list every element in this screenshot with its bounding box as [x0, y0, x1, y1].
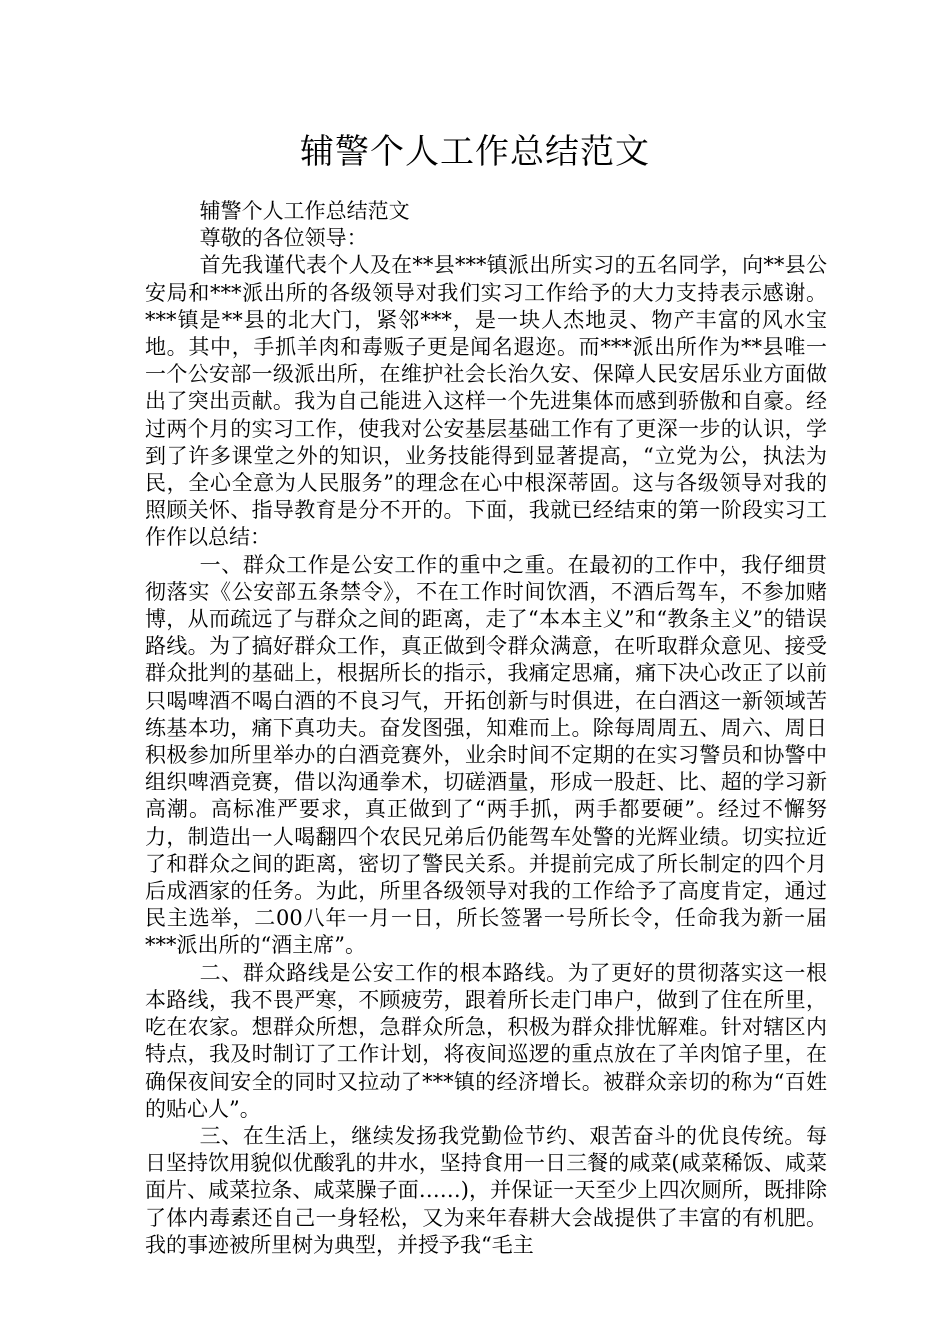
- document-title: 辅警个人工作总结范文: [300, 132, 650, 172]
- body-paragraph-intro: 首先我谨代表个人及在**县***镇派出所实习的五名同学，向**县公安局和***派出所的各级领导对我们实习工作给予的大力支持表示感谢。***镇是**县的北大门，紧邻***，是一块人杰地灵、物产丰富的风水宝地。其中，手抓羊肉和毒贩子更是闻名遐迩。而***派出所作为**县唯一一个公安部一级派出所，在维护社会长治久安、保障人民安居乐业方面做出了突出贡献。我为自己能进入这样一个先进集体而感到骄傲和自豪。经过两个月的实习工作，使我对公安基层基础工作有了更深一步的认识，学到了许多课堂之外的知识，业务技能得到显著提高，“立党为公，执法为民，全心全意为人民服务”的理念在心中根深蒂固。这与各级领导对我的照顾关怀、指导教育是分不开的。下面，我就已经结束的第一阶段实习工作作以总结：: [145, 253, 827, 550]
- body-paragraph-salutation: 尊敬的各位领导：: [199, 226, 368, 251]
- body-paragraph-section-2: 二、群众路线是公安工作的根本路线。为了更好的贯彻落实这一根本路线，我不畏严寒，不顾疲劳，跟着所长走门串户，做到了住在所里，吃在农家。想群众所想，急群众所急，积极为群众排忧解难。针对辖区内特点，我及时制订了工作计划，将夜间巡逻的重点放在了羊肉馆子里，在确保夜间安全的同时又拉动了***镇的经济增长。被群众亲切的称为“百姓的贴心人”。: [145, 960, 827, 1121]
- body-paragraph-section-3: 三、在生活上，继续发扬我党勤俭节约、艰苦奋斗的优良传统。每日坚持饮用貌似优酸乳的井水，坚持食用一日三餐的咸菜(咸菜稀饭、咸菜面片、咸菜拉条、咸菜臊子面……)，并保证一天至少上四次厕所，既排除了体内毒素还自己一身轻松，又为来年春耕大会战提供了丰富的有机肥。我的事迹被所里树为典型，并授予我“毛主: [145, 1123, 827, 1257]
- body-paragraph-heading: 辅警个人工作总结范文: [199, 199, 410, 223]
- document-body: [145, 198, 827, 1259]
- body-paragraph-section-1: 一、群众工作是公安工作的重中之重。在最初的工作中，我仔细贯彻落实《公安部五条禁令》，不在工作时间饮酒，不酒后驾车，不参加赌博，从而疏远了与群众之间的距离，走了“本本主义”和“教条主义”的错误路线。为了搞好群众工作，真正做到令群众满意，在听取群众意见、接受群众批判的基础上，根据所长的指示，我痛定思痛，痛下决心改正了以前只喝啤酒不喝白酒的不良习气，开拓创新与时俱进，在白酒这一新领域苦练基本功，痛下真功夫。奋发图强，知难而上。除每周周五、周六、周日积极参加所里举办的白酒竞赛外，业余时间不定期的在实习警员和协警中组织啤酒竞赛，借以沟通拳术，切磋酒量，形成一股赶、比、超的学习新高潮。高标准严要求，真正做到了“两手抓，两手都要硬”。经过不懈努力，制造出一人喝翻四个农民兄弟后仍能驾车处警的光辉业绩。切实拉近了和群众之间的距离，密切了警民关系。并提前完成了所长制定的四个月后成酒家的任务。为此，所里各级领导对我的工作给予了高度肯定，通过民主选举，二00八年一月一日，所长签署一号所长令，任命我为新一届***派出所的“酒主席”。: [145, 552, 827, 958]
